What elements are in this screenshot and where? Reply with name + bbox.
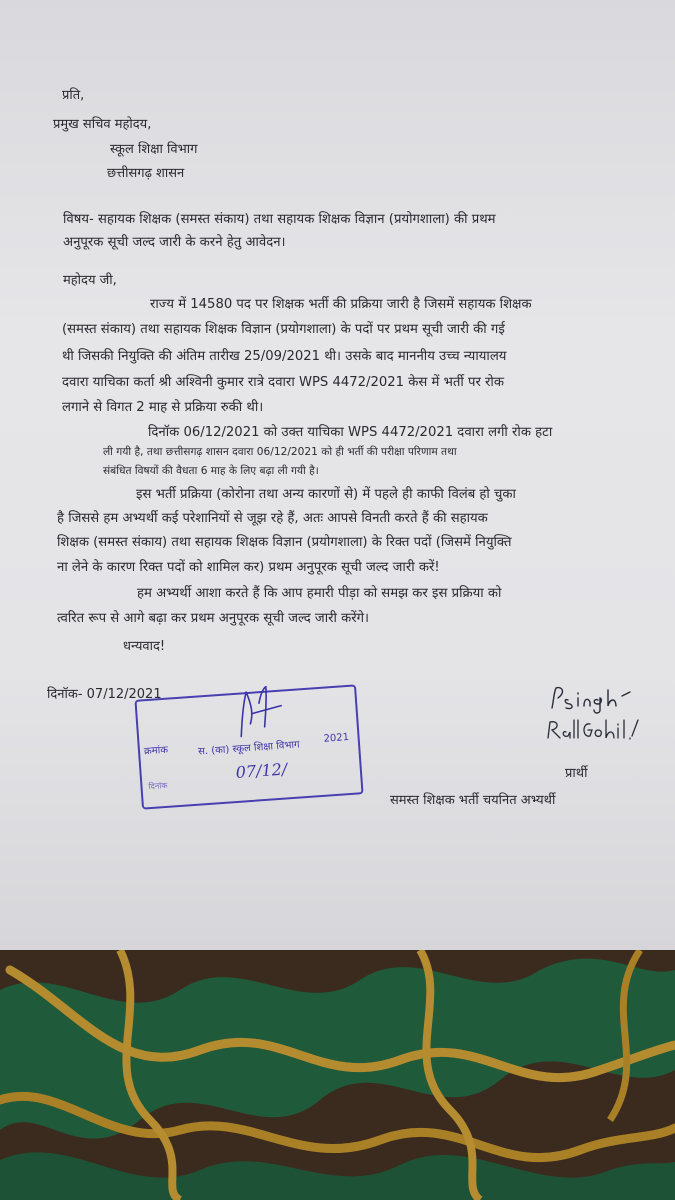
para3-line-4: ना लेने के कारण रिक्त पदों को शामिल कर) प्रथम अनुपूरक सूची जल्द जारी करें! <box>57 560 440 575</box>
stamp-initials-signature <box>230 681 294 743</box>
para3-line-1: इस भर्ती प्रक्रिया (कोरोना तथा अन्य कारणों से) में पहले ही काफी विलंब हो चुका <box>136 487 516 502</box>
letter-date: दिनॉक- 07/12/2021 <box>47 687 162 702</box>
recipient-line-1: प्रमुख सचिव महोदय, <box>53 117 152 132</box>
para1-line-3: थी जिसकी नियुक्ति की अंतिम तारीख 25/09/2021 थी। उसके बाद माननीय उच्च न्यायालय <box>62 349 507 364</box>
para4-line-1: हम अभ्यर्थी आशा करते हैं कि आप हमारी पीड़ा को समझ कर इस प्रक्रिया को <box>137 586 502 601</box>
applicant-group: समस्त शिक्षक भर्ती चयनित अभ्यर्थी <box>390 793 556 808</box>
para1-line-1: राज्य में 14580 पद पर शिक्षक भर्ती की प्रक्रिया जारी है जिसमें सहायक शिक्षक <box>150 297 532 312</box>
para2-line-1: दिनॉक 06/12/2021 को उक्त याचिका WPS 4472/2021 दवारा लगी रोक हटा <box>148 425 553 440</box>
para4-line-2: त्वरित रूप से आगे बढ़ा कर प्रथम अनुपूरक सूची जल्द जारी करेंगे। <box>57 611 370 626</box>
para2-line-2: ली गयी है, तथा छत्तीसगढ़ शासन दवारा 06/12/2021 को ही भर्ती की परीक्षा परिणाम तथा <box>103 446 457 458</box>
stamp-year: 2021 <box>323 732 350 745</box>
stamp-office: स. (का) स्कूल शिक्षा विभाग <box>197 739 301 758</box>
subject-line-2: अनुपूरक सूची जल्द जारी के करने हेतु आवेदन। <box>63 235 286 250</box>
signature-rall-gohil <box>544 716 644 744</box>
para3-line-3: शिक्षक (समस्त संकाय) तथा सहायक शिक्षक विज्ञान (प्रयोगशाला) के रिक्त पदों (जिसमें नियुक्ति <box>57 535 512 550</box>
to-label: प्रति, <box>62 88 85 103</box>
recipient-line-3: छत्तीसगढ़ शासन <box>107 166 185 181</box>
stamp-dinank: दिनांक <box>148 780 168 792</box>
thanks: धन्यवाद! <box>123 639 166 654</box>
para1-line-2: (समस्त संकाय) तथा सहायक शिक्षक विज्ञान (प्रयोगशाला) के पदों पर प्रथम सूची जारी की गई <box>62 322 505 337</box>
stamp-handwritten-date: 07/12/ <box>235 759 288 782</box>
fabric-background <box>0 950 675 1200</box>
greeting: महोदय जी, <box>63 273 117 288</box>
para1-line-5: लगाने से विगत 2 माह से प्रक्रिया रुकी थी। <box>62 400 264 415</box>
office-stamp <box>134 684 363 809</box>
stamp-kramank: क्रमांक <box>143 744 169 758</box>
para2-line-3: संबंधित विषयों की वैधता 6 माह के लिए बढ़ा ली गयी है। <box>103 465 319 477</box>
subject-line-1: विषय- सहायक शिक्षक (समस्त संकाय) तथा सहायक शिक्षक विज्ञान (प्रयोगशाला) की प्रथम <box>63 212 496 227</box>
applicant-label: प्रार्थी <box>565 766 588 781</box>
para3-line-2: है जिससे हम अभ्यर्थी कई परेशानियों से जूझ रहे हैं, अतः आपसे विनती करते हैं की सहायक <box>57 511 488 526</box>
signature-psingh <box>548 684 638 714</box>
recipient-line-2: स्कूल शिक्षा विभाग <box>110 142 198 157</box>
para1-line-4: दवारा याचिका कर्ता श्री अश्विनी कुमार रात्रे दवारा WPS 4472/2021 केस में भर्ती पर रोक <box>62 375 504 390</box>
